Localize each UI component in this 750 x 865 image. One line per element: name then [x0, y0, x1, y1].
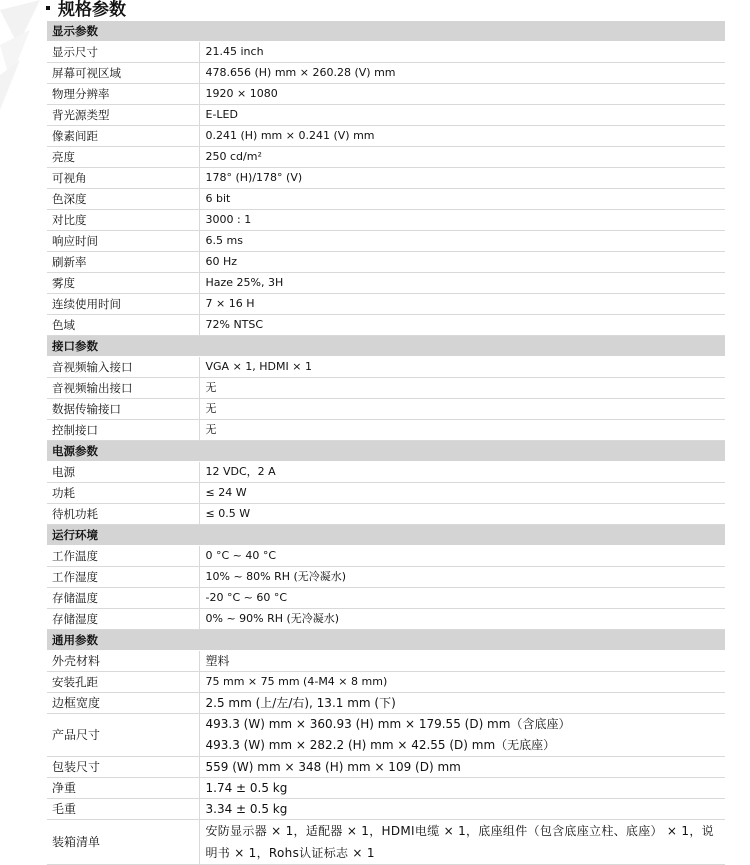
section-header-interface: [47, 336, 725, 357]
spec-value: 无: [199, 399, 725, 420]
spec-value-multiline: [199, 714, 725, 757]
spec-row: [47, 483, 725, 504]
spec-label: 数据传输接口: [47, 399, 199, 420]
spec-value: 559 (W) mm × 348 (H) mm × 109 (D) mm: [199, 757, 725, 778]
spec-row: [47, 672, 725, 693]
spec-row: [47, 273, 725, 294]
spec-label: 对比度: [47, 210, 199, 231]
section-heading: 运行环境: [47, 525, 725, 546]
spec-value: 60 Hz: [199, 252, 725, 273]
spec-label: 显示尺寸: [47, 42, 199, 63]
spec-value: -20 °C ~ 60 °C: [199, 588, 725, 609]
spec-label: 外壳材料: [47, 651, 199, 672]
spec-label: 响应时间: [47, 231, 199, 252]
spec-row: [47, 757, 725, 778]
section-header-environment: [47, 525, 725, 546]
spec-row: [47, 231, 725, 252]
spec-value: 3.34 ± 0.5 kg: [199, 799, 725, 820]
section-heading: 显示参数: [47, 21, 725, 42]
page-title-text: 规格参数: [58, 0, 126, 20]
section-header-general: [47, 630, 725, 651]
spec-label: 音视频输出接口: [47, 378, 199, 399]
spec-value: Haze 25%, 3H: [199, 273, 725, 294]
spec-row: [47, 778, 725, 799]
spec-value: 0.241 (H) mm × 0.241 (V) mm: [199, 126, 725, 147]
spec-value: 12 VDC，2 A: [199, 462, 725, 483]
page-title: [46, 0, 126, 21]
spec-row: [47, 105, 725, 126]
spec-value: VGA × 1, HDMI × 1: [199, 357, 725, 378]
spec-value: ≤ 0.5 W: [199, 504, 725, 525]
spec-label: 雾度: [47, 273, 199, 294]
spec-row: [47, 504, 725, 525]
section-header-power: [47, 441, 725, 462]
spec-value: 10% ~ 80% RH (无冷凝水): [199, 567, 725, 588]
spec-row: [47, 210, 725, 231]
spec-label: 功耗: [47, 483, 199, 504]
spec-value: 2.5 mm (上/左/右), 13.1 mm (下): [199, 693, 725, 714]
spec-row: [47, 799, 725, 820]
spec-value: 7 × 16 H: [199, 294, 725, 315]
spec-row: [47, 546, 725, 567]
spec-value: 0 °C ~ 40 °C: [199, 546, 725, 567]
spec-value: 0% ~ 90% RH (无冷凝水): [199, 609, 725, 630]
spec-value: 塑料: [199, 651, 725, 672]
spec-row: [47, 714, 725, 757]
spec-label: 物理分辨率: [47, 84, 199, 105]
spec-label: 边框宽度: [47, 693, 199, 714]
spec-label: 色域: [47, 315, 199, 336]
spec-row: [47, 42, 725, 63]
spec-value: 75 mm × 75 mm (4-M4 × 8 mm): [199, 672, 725, 693]
spec-label: 存储湿度: [47, 609, 199, 630]
spec-value: 21.45 inch: [199, 42, 725, 63]
spec-label: 屏幕可视区域: [47, 63, 199, 84]
spec-row: [47, 588, 725, 609]
section-heading: 电源参数: [47, 441, 725, 462]
spec-row: [47, 820, 725, 865]
section-header-display: [47, 21, 725, 42]
spec-value: E-LED: [199, 105, 725, 126]
spec-label: 控制接口: [47, 420, 199, 441]
spec-row: [47, 126, 725, 147]
spec-row: [47, 399, 725, 420]
spec-label: 工作湿度: [47, 567, 199, 588]
spec-label: 待机功耗: [47, 504, 199, 525]
spec-label: 装箱清单: [47, 820, 199, 865]
spec-row: [47, 189, 725, 210]
spec-row: [47, 378, 725, 399]
spec-value: 250 cd/m²: [199, 147, 725, 168]
spec-label: 产品尺寸: [47, 714, 199, 757]
spec-label: 背光源类型: [47, 105, 199, 126]
spec-value: 72% NTSC: [199, 315, 725, 336]
section-heading: 通用参数: [47, 630, 725, 651]
spec-value: 6 bit: [199, 189, 725, 210]
spec-label: 可视角: [47, 168, 199, 189]
spec-row: [47, 357, 725, 378]
spec-label: 连续使用时间: [47, 294, 199, 315]
spec-label: 亮度: [47, 147, 199, 168]
spec-label: 像素间距: [47, 126, 199, 147]
spec-label: 净重: [47, 778, 199, 799]
spec-row: [47, 567, 725, 588]
spec-value: 1.74 ± 0.5 kg: [199, 778, 725, 799]
spec-row: [47, 63, 725, 84]
spec-value: 无: [199, 378, 725, 399]
spec-value: 478.656 (H) mm × 260.28 (V) mm: [199, 63, 725, 84]
title-bullet-icon: [46, 6, 50, 10]
spec-value: ≤ 24 W: [199, 483, 725, 504]
spec-value: 安防显示器 × 1，适配器 × 1，HDMI电缆 × 1，底座组件（包含底座立柱、底座） × 1，说明书 × 1，Rohs认证标志 × 1: [199, 820, 725, 865]
spec-row: [47, 462, 725, 483]
spec-row: [47, 84, 725, 105]
spec-label: 包装尺寸: [47, 757, 199, 778]
spec-value: 1920 × 1080: [199, 84, 725, 105]
spec-row: [47, 252, 725, 273]
spec-row: [47, 168, 725, 189]
spec-row: [47, 693, 725, 714]
spec-value: 无: [199, 420, 725, 441]
spec-value: 178° (H)/178° (V): [199, 168, 725, 189]
spec-row: [47, 147, 725, 168]
spec-label: 音视频输入接口: [47, 357, 199, 378]
spec-table: [47, 21, 725, 865]
spec-value: 6.5 ms: [199, 231, 725, 252]
spec-label: 色深度: [47, 189, 199, 210]
spec-label: 电源: [47, 462, 199, 483]
spec-label: 刷新率: [47, 252, 199, 273]
spec-label: 存储温度: [47, 588, 199, 609]
spec-label: 毛重: [47, 799, 199, 820]
spec-row: [47, 420, 725, 441]
spec-label: 工作温度: [47, 546, 199, 567]
spec-value-line: 493.3 (W) mm × 282.2 (H) mm × 42.55 (D) mm（无底座）: [205, 738, 556, 752]
spec-value: 3000 : 1: [199, 210, 725, 231]
spec-label: 安装孔距: [47, 672, 199, 693]
spec-row: [47, 294, 725, 315]
section-heading: 接口参数: [47, 336, 725, 357]
spec-row: [47, 315, 725, 336]
spec-row: [47, 609, 725, 630]
spec-row: [47, 651, 725, 672]
spec-value-line: 493.3 (W) mm × 360.93 (H) mm × 179.55 (D) mm（含底座）: [205, 717, 571, 731]
